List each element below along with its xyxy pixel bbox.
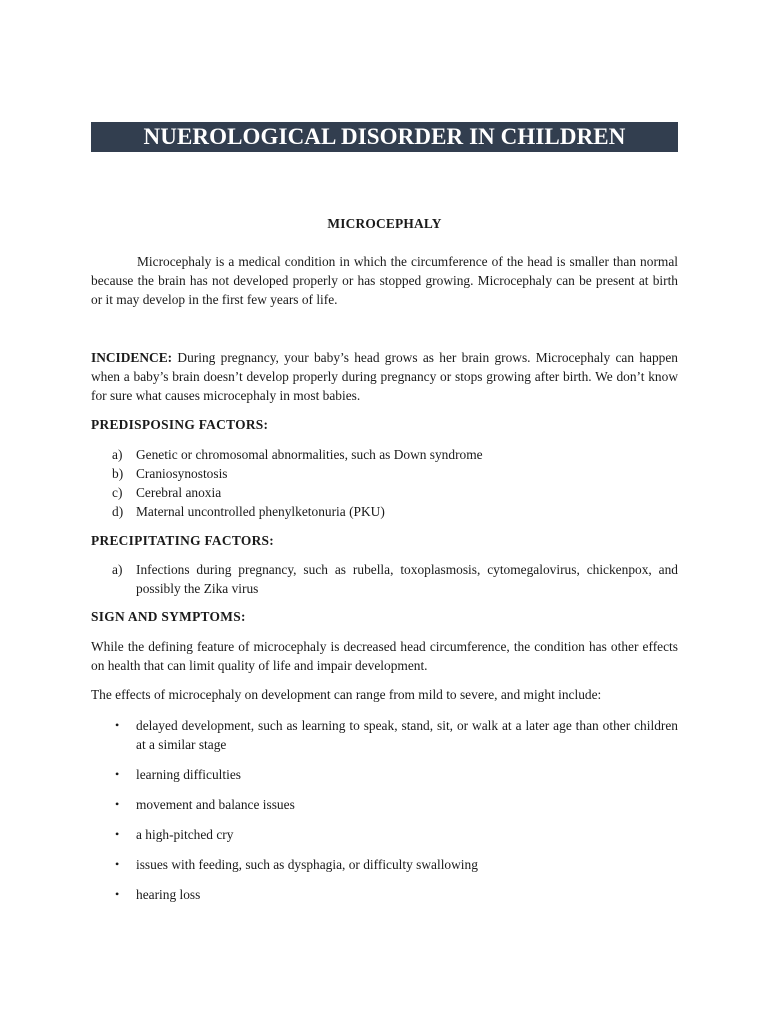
list-item-text: a high-pitched cry [136,827,234,842]
list-item-text: Maternal uncontrolled phenylketonuria (PKU) [136,504,385,519]
signs-paragraph-1: While the defining feature of microcephaly is decreased head circumference, the condition has other effects on health that can limit quality of life and impair development. [91,639,678,673]
section-heading: MICROCEPHALY [327,216,442,231]
incidence-label: INCIDENCE: [91,350,173,365]
list-item-text: hearing loss [136,887,201,902]
symptoms-list [91,716,678,915]
document-title: NUEROLOGICAL DISORDER IN CHILDREN [91,122,678,152]
list-item [91,795,678,814]
list-item [91,560,678,598]
intro-paragraph: Microcephaly is a medical condition in which the circumference of the head is smaller than normal because the brain has not developed properly or has stopped growing. Microcephaly can be present at birth or it may develop in the first few years of life. [91,254,678,307]
list-marker: a) [112,447,123,462]
list-item-text: Craniosynostosis [136,466,228,481]
bullet-icon: • [115,827,120,841]
precipitating-heading: PRECIPITATING FACTORS: [91,533,275,548]
list-item [91,716,678,754]
bullet-icon: • [115,797,120,811]
bullet-icon: • [115,857,120,871]
list-marker: d) [112,504,124,519]
list-item [91,445,678,464]
list-item [91,765,678,784]
list-item-text: Genetic or chromosomal abnormalities, such as Down syndrome [136,447,483,462]
list-item-text: Cerebral anoxia [136,485,222,500]
incidence-paragraph [91,348,678,405]
bullet-icon: • [115,887,120,901]
list-item [91,825,678,844]
signs-paragraph-2: The effects of microcephaly on development can range from mild to severe, and might include: [91,687,602,702]
list-item-text: issues with feeding, such as dysphagia, or difficulty swallowing [136,857,478,872]
list-item-text: delayed development, such as learning to speak, stand, sit, or walk at a later age than other children at a similar stage [136,718,678,752]
list-marker: b) [112,466,124,481]
list-marker: a) [112,562,123,577]
list-item [91,464,678,483]
bullet-icon: • [115,718,120,732]
incidence-text: During pregnancy, your baby’s head grows as her brain grows. Microcephaly can happen when a baby’s brain doesn’t develop properly during pregnancy or stops growing after birth. We don’t know for sure what causes microcephaly in most babies. [91,350,678,403]
list-item [91,483,678,502]
signs-heading: SIGN AND SYMPTOMS: [91,609,246,624]
list-item-text: movement and balance issues [136,797,295,812]
list-item-text: learning difficulties [136,767,241,782]
list-item [91,885,678,904]
list-item-text: Infections during pregnancy, such as rubella, toxoplasmosis, cytomegalovirus, chickenpox, and possibly the Zika virus [136,562,678,596]
list-item [91,855,678,874]
precipitating-list [91,560,678,598]
bullet-icon: • [115,767,120,781]
predisposing-heading: PREDISPOSING FACTORS: [91,417,269,432]
list-marker: c) [112,485,123,500]
predisposing-list [91,445,678,521]
list-item [91,502,678,521]
